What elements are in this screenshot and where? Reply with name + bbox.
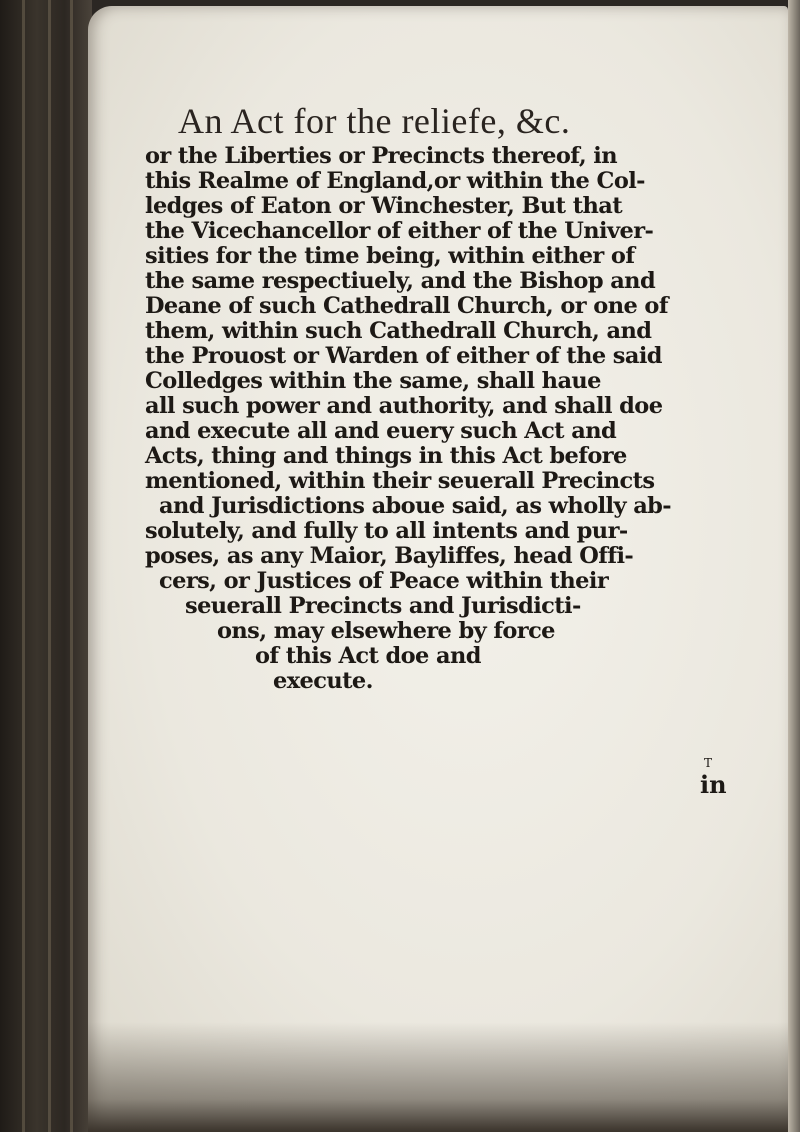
gutter-stripe (48, 0, 51, 1132)
binding-gutter (0, 0, 92, 1132)
text-line: cers, or Justices of Peace within their (159, 568, 609, 594)
text-line: Deane of such Cathedrall Church, or one of (145, 293, 668, 319)
text-line: or the Liberties or Precincts thereof, in (145, 143, 618, 169)
text-line: Colledges within the same, shall haue (145, 368, 601, 394)
catchword-mark: T (704, 756, 713, 770)
text-line: of this Act doe and (255, 643, 481, 669)
text-line: Acts, thing and things in this Act before (145, 443, 627, 469)
text-line: mentioned, within their seuerall Precincts (145, 468, 655, 494)
text-line: and execute all and euery such Act and (145, 418, 617, 444)
page-foot-shadow (88, 1022, 788, 1132)
gutter-stripe (22, 0, 25, 1132)
text-line: this Realme of England,or within the Col- (145, 168, 645, 194)
text-line: sities for the time being, within either of (145, 243, 635, 269)
text-line: the Vicechancellor of either of the Univer- (145, 218, 654, 244)
text-line: them, within such Cathedrall Church, and (145, 318, 652, 344)
page-edge (788, 0, 800, 1132)
text-line: solutely, and fully to all intents and pur- (145, 518, 628, 544)
text-line: seuerall Precincts and Jurisdicti- (185, 593, 581, 619)
running-header: An Act for the reliefe, &c. (178, 101, 571, 141)
text-line: the same respectiuely, and the Bishop and (145, 268, 656, 294)
text-line: execute. (273, 668, 373, 694)
text-line: poses, as any Maior, Bayliffes, head Offi- (145, 543, 634, 569)
text-line: the Prouost or Warden of either of the said (145, 343, 662, 369)
text-line: ons, may elsewhere by force (217, 618, 555, 644)
text-line: ledges of Eaton or Winchester, But that (145, 193, 623, 219)
catchword: in (700, 770, 727, 799)
gutter-stripe (70, 0, 73, 1132)
text-line: all such power and authority, and shall doe (145, 393, 663, 419)
body-text (145, 144, 685, 694)
text-line: and Jurisdictions aboue said, as wholly ab- (159, 493, 672, 519)
